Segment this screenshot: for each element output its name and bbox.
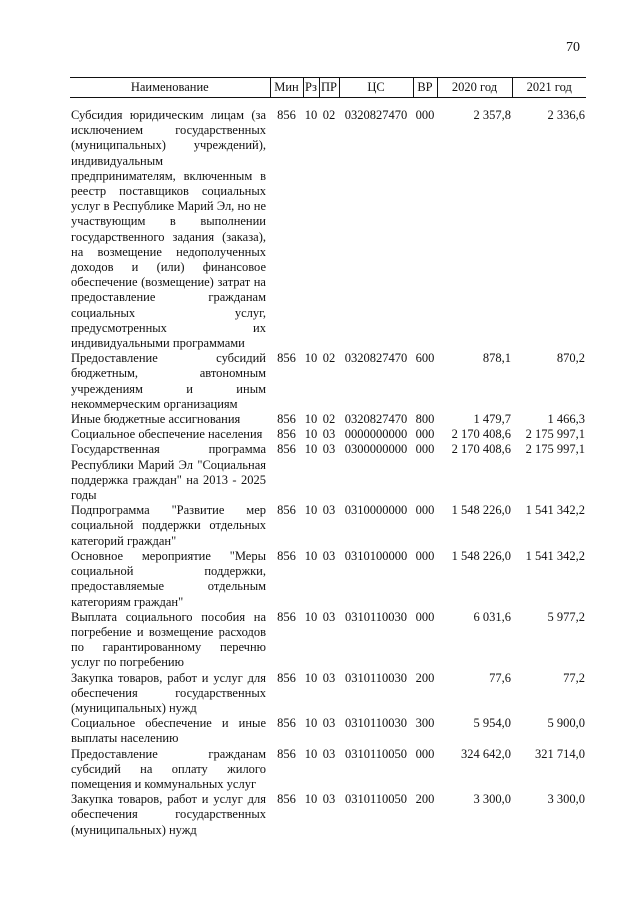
table-row — [70, 610, 586, 671]
cell-rz: 10 — [304, 792, 318, 807]
cell-min: 856 — [277, 609, 296, 624]
cell-min: 856 — [277, 427, 296, 442]
cell-vr: 600 — [415, 351, 435, 366]
cell-rz: 10 — [304, 503, 318, 518]
cell-vr: 000 — [415, 108, 435, 122]
cell-2021: 2 336,6 — [547, 108, 585, 122]
cell-cs: 0320827470 — [344, 412, 408, 427]
cell-2021: 3 300,0 — [547, 792, 585, 807]
cell-2021: 5 977,2 — [547, 609, 585, 624]
header-vr: ВР — [413, 78, 437, 98]
cell-cs: 0320827470 — [344, 351, 408, 366]
cell-cs: 0310110050 — [344, 746, 408, 761]
cell-2020: 6 031,6 — [473, 609, 511, 624]
cell-2020: 1 548 226,0 — [451, 503, 511, 518]
cell-2021: 1 541 342,2 — [525, 503, 585, 518]
table-row — [70, 442, 586, 503]
table-header — [70, 78, 586, 98]
cell-cs: 0320827470 — [344, 108, 408, 122]
header-2021: 2021 год — [512, 78, 586, 98]
cell-cs: 0310110030 — [344, 609, 408, 624]
cell-name: Закупка товаров, работ и услуг для обеспечения государственных (муниципальных) нужд — [71, 670, 266, 715]
cell-vr: 800 — [415, 412, 435, 427]
cell-cs: 0310100000 — [344, 548, 408, 563]
cell-rz: 10 — [304, 427, 318, 442]
cell-pr: 03 — [322, 716, 336, 731]
header-2020: 2020 год — [437, 78, 512, 98]
cell-vr: 000 — [415, 503, 435, 518]
table-row — [70, 549, 586, 610]
cell-min: 856 — [277, 351, 296, 366]
cell-2020: 2 357,8 — [473, 108, 511, 122]
table-row — [70, 747, 586, 793]
cell-name: Выплата социального пособия на погребение и возмещение расходов по гарантированному перечню услуг по погребению — [71, 609, 266, 670]
cell-pr: 02 — [322, 412, 336, 427]
header-row — [70, 78, 586, 98]
cell-min: 856 — [277, 746, 296, 761]
cell-2021: 2 175 997,1 — [525, 442, 585, 457]
cell-name: Социальное обеспечение и иные выплаты населению — [71, 716, 266, 746]
cell-name: Предоставление гражданам субсидий на оплату жилого помещения и коммунальных услуг — [71, 746, 266, 791]
cell-min: 856 — [277, 792, 296, 807]
cell-2021: 870,2 — [556, 351, 585, 366]
cell-2021: 321 714,0 — [535, 746, 585, 761]
cell-2020: 5 954,0 — [473, 716, 511, 731]
cell-2021: 77,2 — [563, 670, 585, 685]
cell-name: Подпрограмма "Развитие мер социальной поддержки отдельных категорий граждан" — [71, 503, 266, 548]
cell-rz: 10 — [304, 412, 318, 427]
cell-vr: 000 — [415, 427, 435, 442]
page-number: 70 — [566, 40, 580, 55]
cell-pr: 03 — [322, 746, 336, 761]
cell-rz: 10 — [304, 670, 318, 685]
cell-rz: 10 — [304, 351, 318, 366]
table-body — [70, 98, 586, 838]
header-min: Мин — [270, 78, 303, 98]
cell-rz: 10 — [304, 548, 318, 563]
cell-rz: 10 — [304, 716, 318, 731]
cell-2020: 878,1 — [482, 351, 511, 366]
budget-table-container — [70, 77, 586, 838]
cell-2020: 2 170 408,6 — [451, 427, 511, 442]
cell-name: Социальное обеспечение населения — [71, 427, 263, 442]
cell-vr: 000 — [415, 442, 435, 457]
table-row — [70, 351, 586, 412]
cell-vr: 000 — [415, 746, 435, 761]
table-row — [70, 792, 586, 838]
cell-min: 856 — [277, 670, 296, 685]
table-row — [70, 671, 586, 717]
cell-2021: 1 466,3 — [547, 412, 585, 427]
cell-pr: 03 — [322, 609, 336, 624]
cell-pr: 02 — [322, 351, 336, 366]
cell-min: 856 — [277, 108, 296, 122]
header-cs: ЦС — [339, 78, 413, 98]
cell-cs: 0300000000 — [344, 442, 408, 457]
cell-2021: 1 541 342,2 — [525, 548, 585, 563]
cell-pr: 02 — [322, 108, 336, 122]
header-rz: Рз — [303, 78, 319, 98]
cell-vr: 300 — [415, 716, 435, 731]
header-pr: ПР — [319, 78, 339, 98]
cell-cs: 0310110030 — [344, 716, 408, 731]
cell-pr: 03 — [322, 670, 336, 685]
cell-min: 856 — [277, 716, 296, 731]
cell-vr: 200 — [415, 670, 435, 685]
cell-2020: 77,6 — [489, 670, 511, 685]
cell-pr: 03 — [322, 442, 336, 457]
cell-vr: 000 — [415, 548, 435, 563]
cell-pr: 03 — [322, 427, 336, 442]
cell-name: Основное мероприятие "Меры социальной поддержки, предоставляемые отдельным категориям граждан" — [71, 548, 266, 609]
table-row — [70, 98, 586, 352]
cell-pr: 03 — [322, 503, 336, 518]
table-row — [70, 503, 586, 549]
cell-name: Предоставление субсидий бюджетным, автономным учреждениям и иным некоммерческим организациям — [71, 351, 266, 411]
table-row — [70, 716, 586, 746]
cell-pr: 03 — [322, 548, 336, 563]
cell-rz: 10 — [304, 746, 318, 761]
cell-vr: 000 — [415, 609, 435, 624]
cell-2020: 1 548 226,0 — [451, 548, 511, 563]
cell-cs: 0310110030 — [344, 670, 408, 685]
cell-name: Закупка товаров, работ и услуг для обеспечения государственных (муниципальных) нужд — [71, 792, 266, 837]
cell-2021: 2 175 997,1 — [525, 427, 585, 442]
table-row — [70, 412, 586, 427]
header-name: Наименование — [70, 78, 270, 98]
cell-vr: 200 — [415, 792, 435, 807]
cell-min: 856 — [277, 442, 296, 457]
cell-2020: 3 300,0 — [473, 792, 511, 807]
cell-min: 856 — [277, 503, 296, 518]
cell-rz: 10 — [304, 609, 318, 624]
cell-cs: 0310110050 — [344, 792, 408, 807]
table-row — [70, 427, 586, 442]
cell-name: Субсидия юридическим лицам (за исключением государственных (муниципальных) учреждений), индивидуальным предпринимателям, включенным в реестр поставщиков социальных услуг в Республике Марий Эл, но не участвующим в выполнении государственного задания (заказа), на возмещение недополученных доходов и (или) финансовое обеспечение (возмещение) затрат на предоставление гражданам социальных услуг, предусмотренных их индивидуальными программами — [71, 108, 266, 351]
cell-name: Иные бюджетные ассигнования — [71, 412, 241, 427]
cell-min: 856 — [277, 548, 296, 563]
cell-min: 856 — [277, 412, 296, 427]
cell-rz: 10 — [304, 442, 318, 457]
cell-pr: 03 — [322, 792, 336, 807]
cell-cs: 0310000000 — [344, 503, 408, 518]
cell-cs: 0000000000 — [344, 427, 408, 442]
cell-2020: 324 642,0 — [461, 746, 511, 761]
cell-2021: 5 900,0 — [547, 716, 585, 731]
cell-rz: 10 — [304, 108, 318, 122]
cell-name: Государственная программа Республики Марий Эл "Социальная поддержка граждан" на 2013 - 2025 годы — [71, 442, 266, 503]
budget-table — [70, 77, 586, 838]
cell-2020: 2 170 408,6 — [451, 442, 511, 457]
cell-2020: 1 479,7 — [473, 412, 511, 427]
